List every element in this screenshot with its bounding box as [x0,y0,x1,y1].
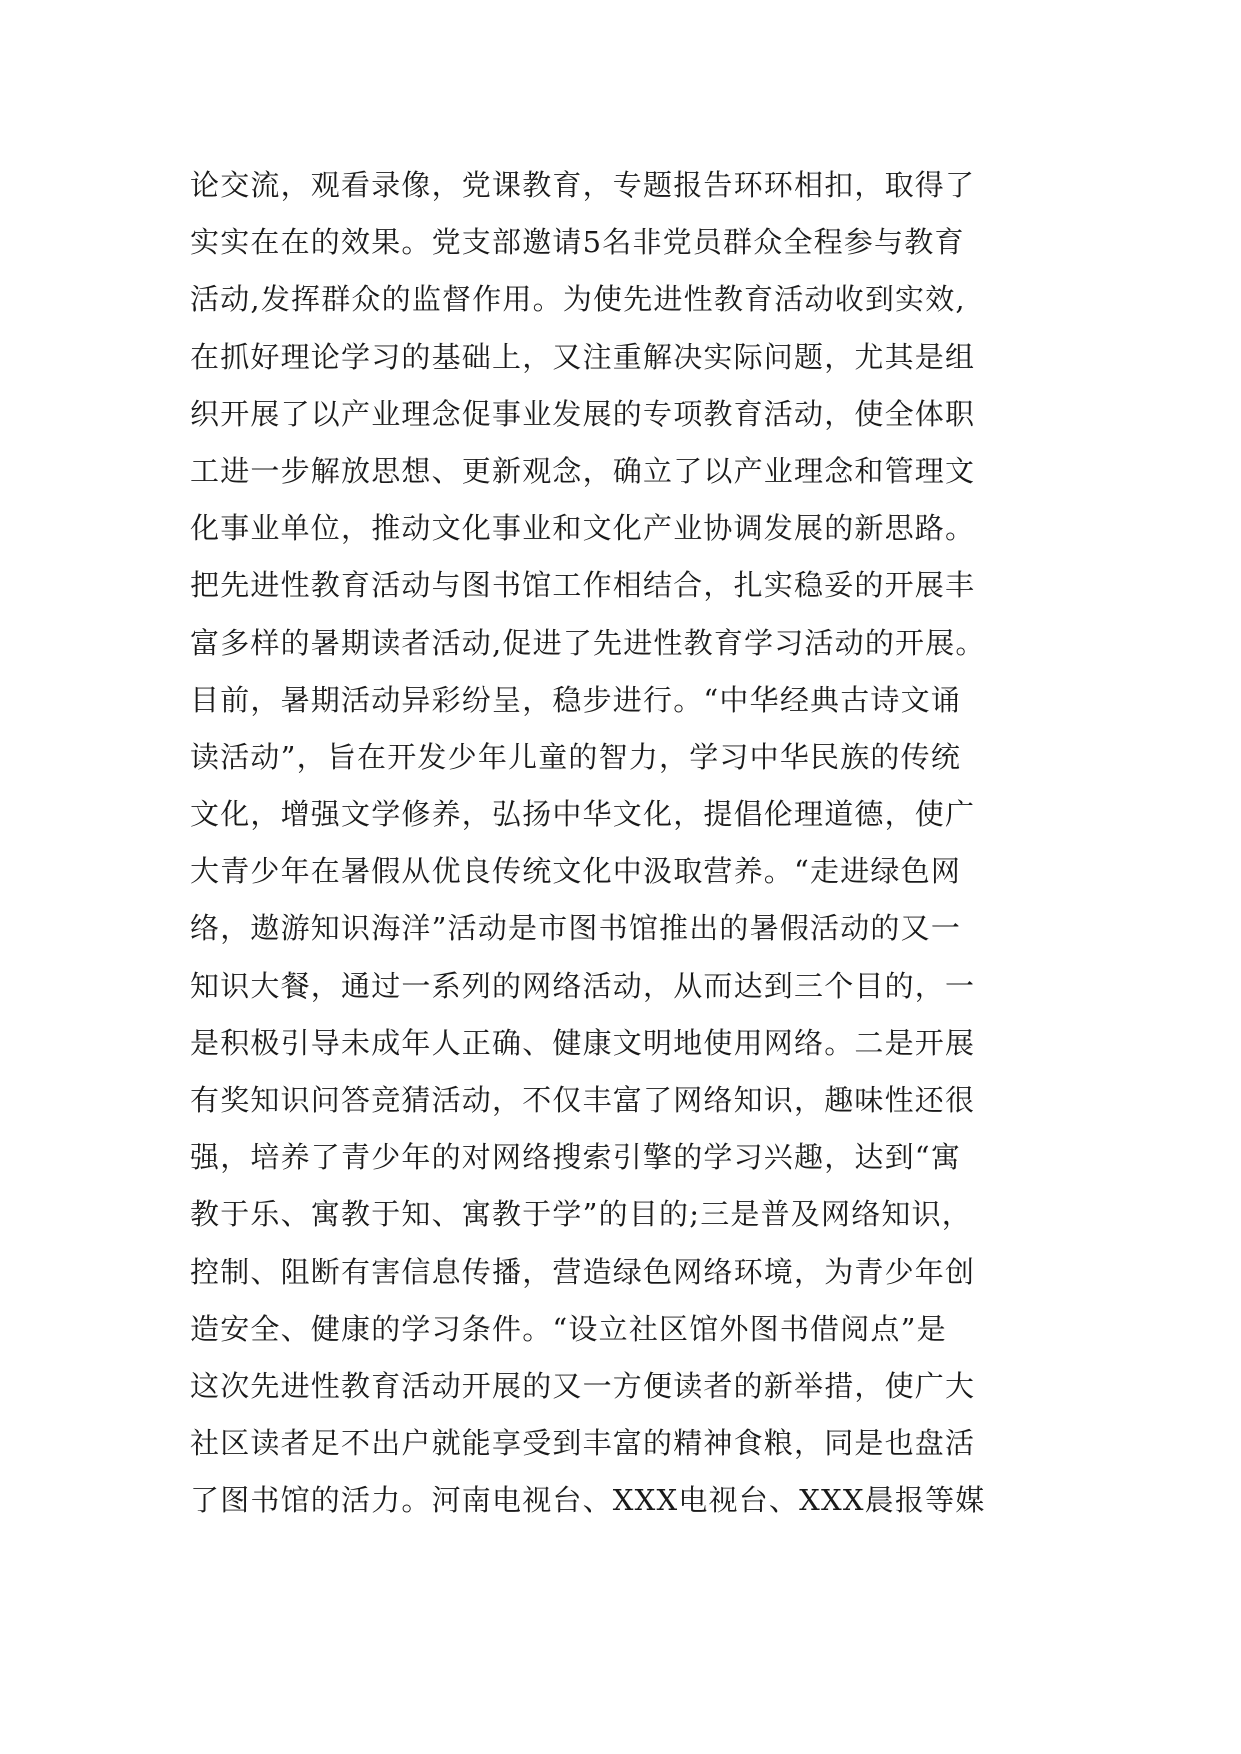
text-line: 了图书馆的活力。河南电视台、XXX电视台、XXX晨报等媒 [190,1483,986,1518]
text-line: 社区读者足不出户就能享受到丰富的精神食粮，同是也盘活 [190,1426,976,1461]
text-line: 文化，增强文学修养，弘扬中华文化，提倡伦理道德，使广 [190,797,976,832]
text-line: 活动,发挥群众的监督作用。为使先进性教育活动收到实效, [190,282,966,317]
text-line: 络，遨游知识海洋”活动是市图书馆推出的暑假活动的又一 [190,911,962,946]
text-line: 实实在在的效果。党支部邀请5名非党员群众全程参与教育 [190,225,965,260]
text-line: 目前，暑期活动异彩纷呈，稳步进行。“中华经典古诗文诵 [190,682,962,717]
text-line: 在抓好理论学习的基础上，又注重解决实际问题，尤其是组 [190,339,976,374]
text-line: 化事业单位，推动文化事业和文化产业协调发展的新思路。 [190,511,976,546]
text-line: 这次先进性教育活动开展的又一方便读者的新举措，使广大 [190,1368,976,1403]
text-line: 知识大餐，通过一系列的网络活动，从而达到三个目的，一 [190,968,976,1003]
text-line: 有奖知识问答竞猜活动，不仅丰富了网络知识，趣味性还很 [190,1083,976,1117]
text-line: 是积极引导未成年人正确、健康文明地使用网络。二是开展 [190,1025,976,1060]
text-line: 工进一步解放思想、更新观念，确立了以产业理念和管理文 [190,453,976,488]
text-line: 控制、阻断有害信息传播，营造绿色网络环境，为青少年创 [190,1254,976,1289]
text-line: 强，培养了青少年的对网络搜索引擎的学习兴趣，达到“寓 [190,1140,962,1175]
text-line: 读活动”，旨在开发少年儿童的智力，学习中华民族的传统 [190,739,962,774]
text-line: 织开展了以产业理念促事业发展的专项教育活动，使全体职 [190,396,976,431]
text-line: 富多样的暑期读者活动,促进了先进性教育学习活动的开展。 [190,625,986,660]
body-paragraph [190,157,1070,1530]
text-line: 教于乐、寓教于知、寓教于学”的目的;三是普及网络知识， [190,1197,972,1232]
text-line: 造安全、健康的学习条件。“设立社区馆外图书借阅点”是 [190,1311,947,1346]
text-line: 把先进性教育活动与图书馆工作相结合，扎实稳妥的开展丰 [190,568,976,603]
text-line: 大青少年在暑假从优良传统文化中汲取营养。“走进绿色网 [190,854,962,889]
text-line: 论交流，观看录像，党课教育，专题报告环环相扣，取得了 [190,168,976,202]
